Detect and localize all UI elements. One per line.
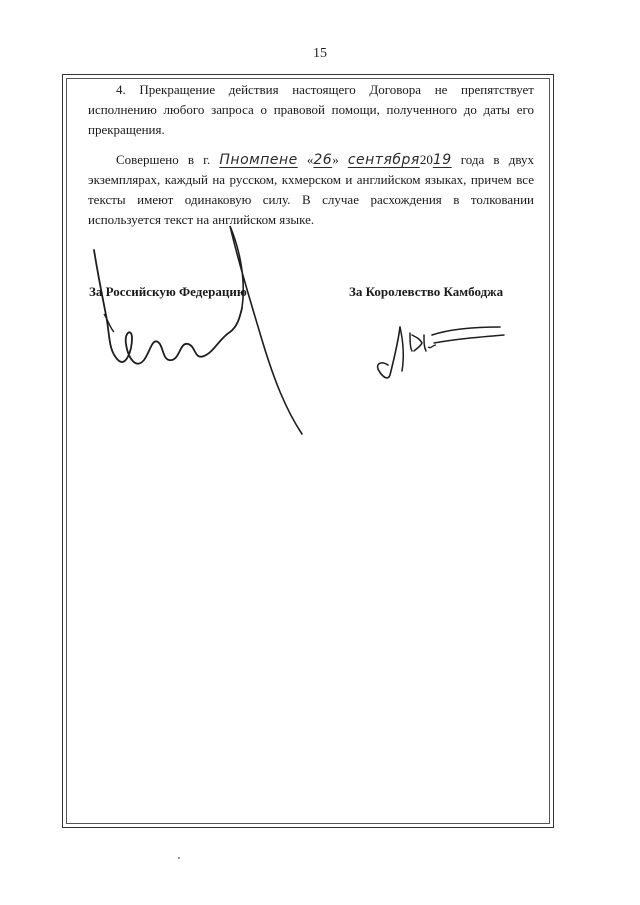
handwritten-year: 19: [432, 152, 452, 168]
done-at-paragraph: [88, 150, 534, 230]
handwritten-day: 26: [313, 152, 333, 168]
signature-label-cambodia: За Королевство Камбоджа: [349, 284, 504, 299]
article-paragraph-termination: 4. Прекращение действия настоящего Договора не препятствует исполнению любого запроса о правовой помощи, полученного до даты его прекращения.: [88, 82, 534, 137]
handwritten-month: сентября: [347, 152, 420, 168]
quote-close: »: [332, 152, 348, 167]
scan-dot: [178, 857, 180, 859]
done-at-rest: года в двух экземплярах, каждый на русском, кхмерском и английском языках, причем все тексты имеют одинаковую силу. В случае расхождения в толковании используется текст на английском языке.: [88, 152, 535, 227]
signature-russia: [80, 220, 320, 440]
page-number: 15: [313, 46, 327, 61]
quote-open: «: [297, 152, 314, 167]
handwritten-city: Пномпене: [219, 152, 298, 168]
signature-cambodia: [370, 315, 510, 385]
year-prefix: 20: [419, 152, 433, 167]
done-at-text: Совершено в г.: [116, 152, 220, 167]
signature-label-russia: За Российскую Федерацию: [89, 284, 247, 299]
